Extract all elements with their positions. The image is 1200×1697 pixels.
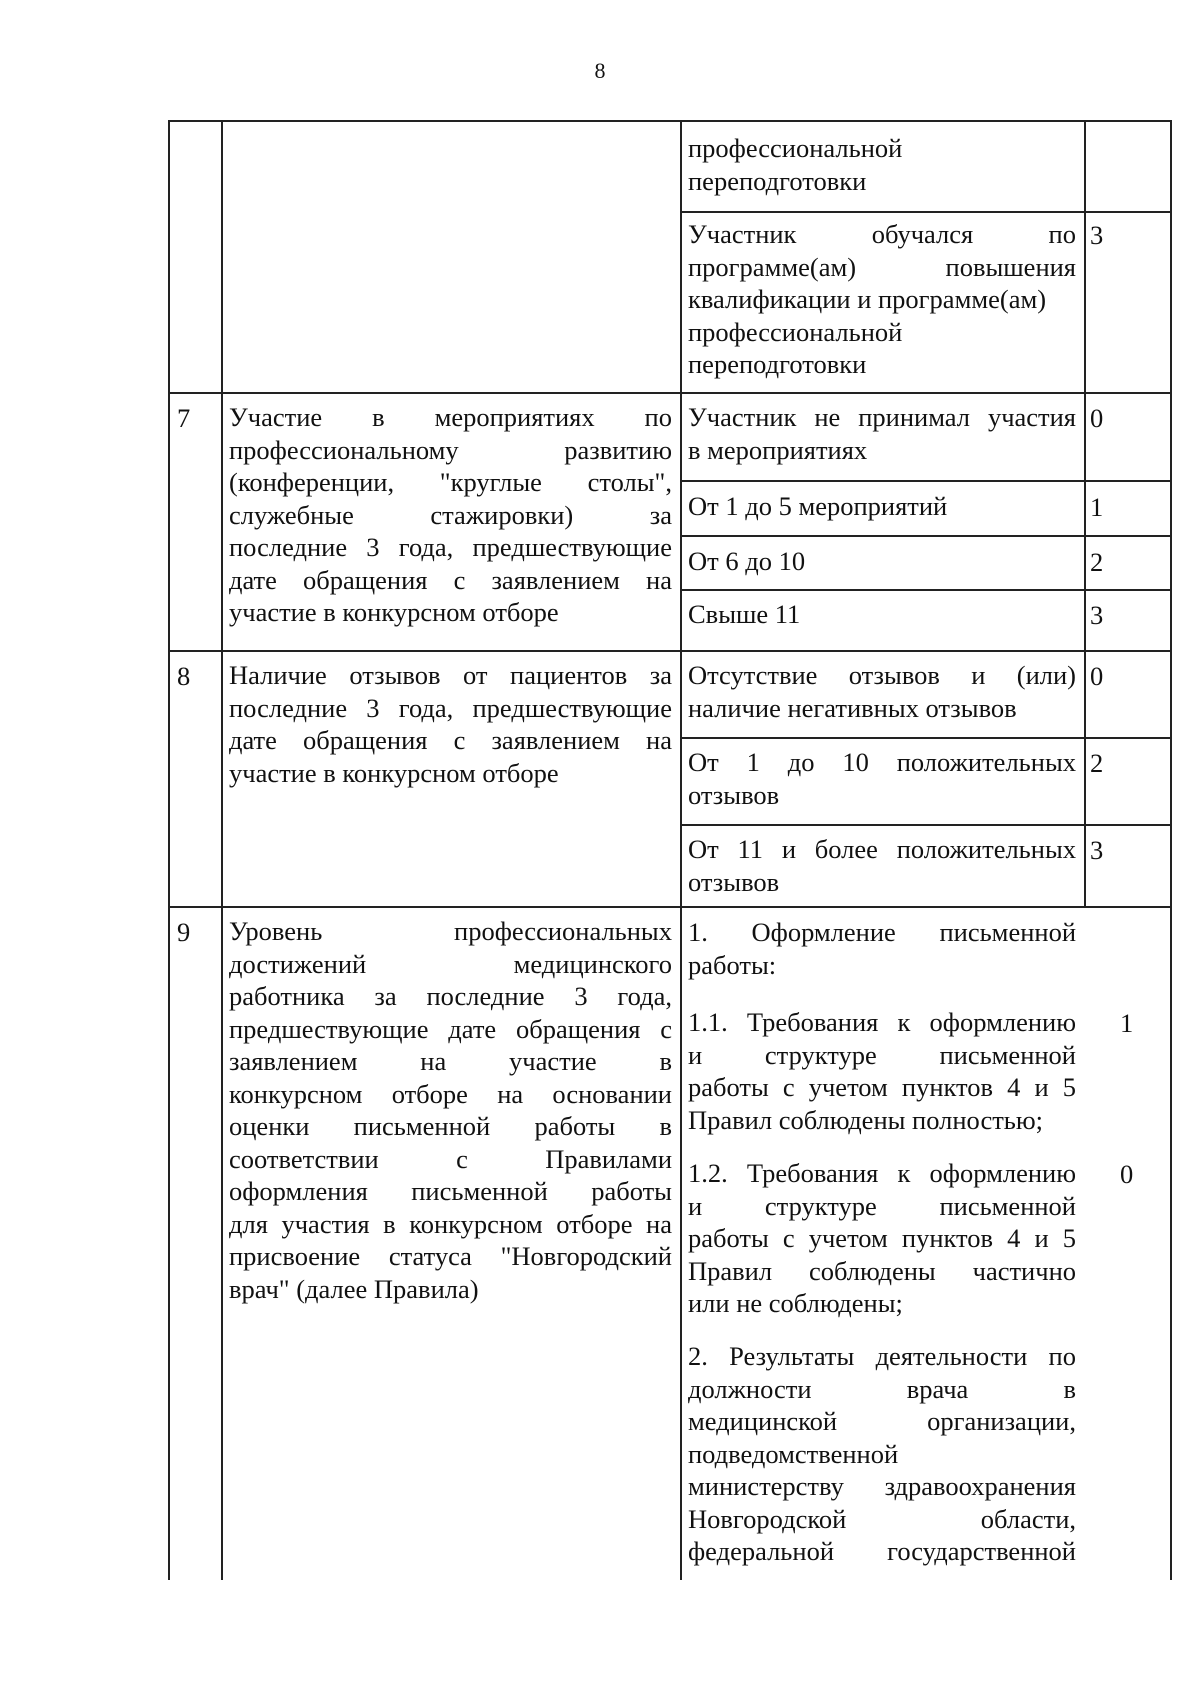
row-separator [168,650,1172,652]
score-value: 2 [1090,748,1104,778]
table-divider-option [1084,120,1086,906]
score-value: 3 [1090,600,1104,630]
row-number: 8 [177,661,191,691]
row-separator [680,737,1172,739]
option-text: От 11 и более положительных отзывов [688,834,1076,897]
score-value: 1 [1090,492,1104,522]
row-separator [168,906,1172,908]
option-text: профессиональной переподготовки [688,133,903,196]
row-separator [680,211,1172,213]
criterion-text: Наличие отзывов от пациентов за последние 3 года, предшествующие дате обращения с заявлением на участие в конкурсном отборе [229,660,672,788]
option-text: От 6 до 10 [688,546,806,576]
row-separator [680,589,1172,591]
row-separator [168,392,1172,394]
table-divider-criterion [680,120,682,1580]
row-separator [680,535,1172,537]
table-border-left [168,120,170,1580]
option-text: 1.1. Требования к оформлению и структуре письменной работы с учетом пунктов 4 и 5 Правил соблюдены полностью; [688,1007,1076,1135]
option-text: Свыше 11 [688,599,801,629]
row-separator [680,824,1172,826]
score-value: 0 [1090,403,1104,433]
table-divider-num [221,120,223,1580]
score-value: 2 [1090,547,1104,577]
option-text: От 1 до 5 мероприятий [688,491,948,521]
row-number: 7 [177,403,191,433]
row-separator [680,480,1172,482]
option-text: Отсутствие отзывов и (или) наличие негативных отзывов [688,660,1076,723]
table-border-top [168,120,1172,122]
page-number: 8 [594,58,606,83]
criterion-text: Участие в мероприятиях по профессиональному развитию (конференции, "круглые столы", служебные стажировки) за последние 3 года, предшествующие дате обращения с заявлением на участие в конкурсном отборе [229,402,672,627]
score-value: 3 [1090,835,1104,865]
table-border-right [1170,120,1172,1580]
option-text: От 1 до 10 положительных отзывов [688,747,1076,810]
option-text: Участник не принимал участия в мероприятиях [688,402,1076,465]
score-value: 1 [1120,1008,1134,1038]
option-text: 2. Результаты деятельности по должности врача в медицинской организации, подведомственной министерству здравоохранения Новгородской области, федеральной государственной [688,1341,1076,1566]
score-value: 0 [1120,1159,1134,1189]
score-value: 0 [1090,661,1104,691]
option-text: Участник обучался по программе(ам) повышения квалификации и программе(ам) профессиональной переподготовки [688,219,1076,379]
score-value: 3 [1090,220,1104,250]
option-heading: 1. Оформление письменной работы: [688,917,1076,980]
criterion-text: Уровень профессиональных достижений медицинского работника за последние 3 года, предшествующие дате обращения с заявлением на участие в конкурсном отборе на основании оценки письменной работы в соответствии с Правилами оформления письменной работы для участия в конкурсном отборе на присвоение статуса "Новгородский врач" (далее Правила) [229,916,672,1304]
option-text: 1.2. Требования к оформлению и структуре письменной работы с учетом пунктов 4 и 5 Правил соблюдены частично или не соблюдены; [688,1158,1076,1318]
row-number: 9 [177,917,191,947]
